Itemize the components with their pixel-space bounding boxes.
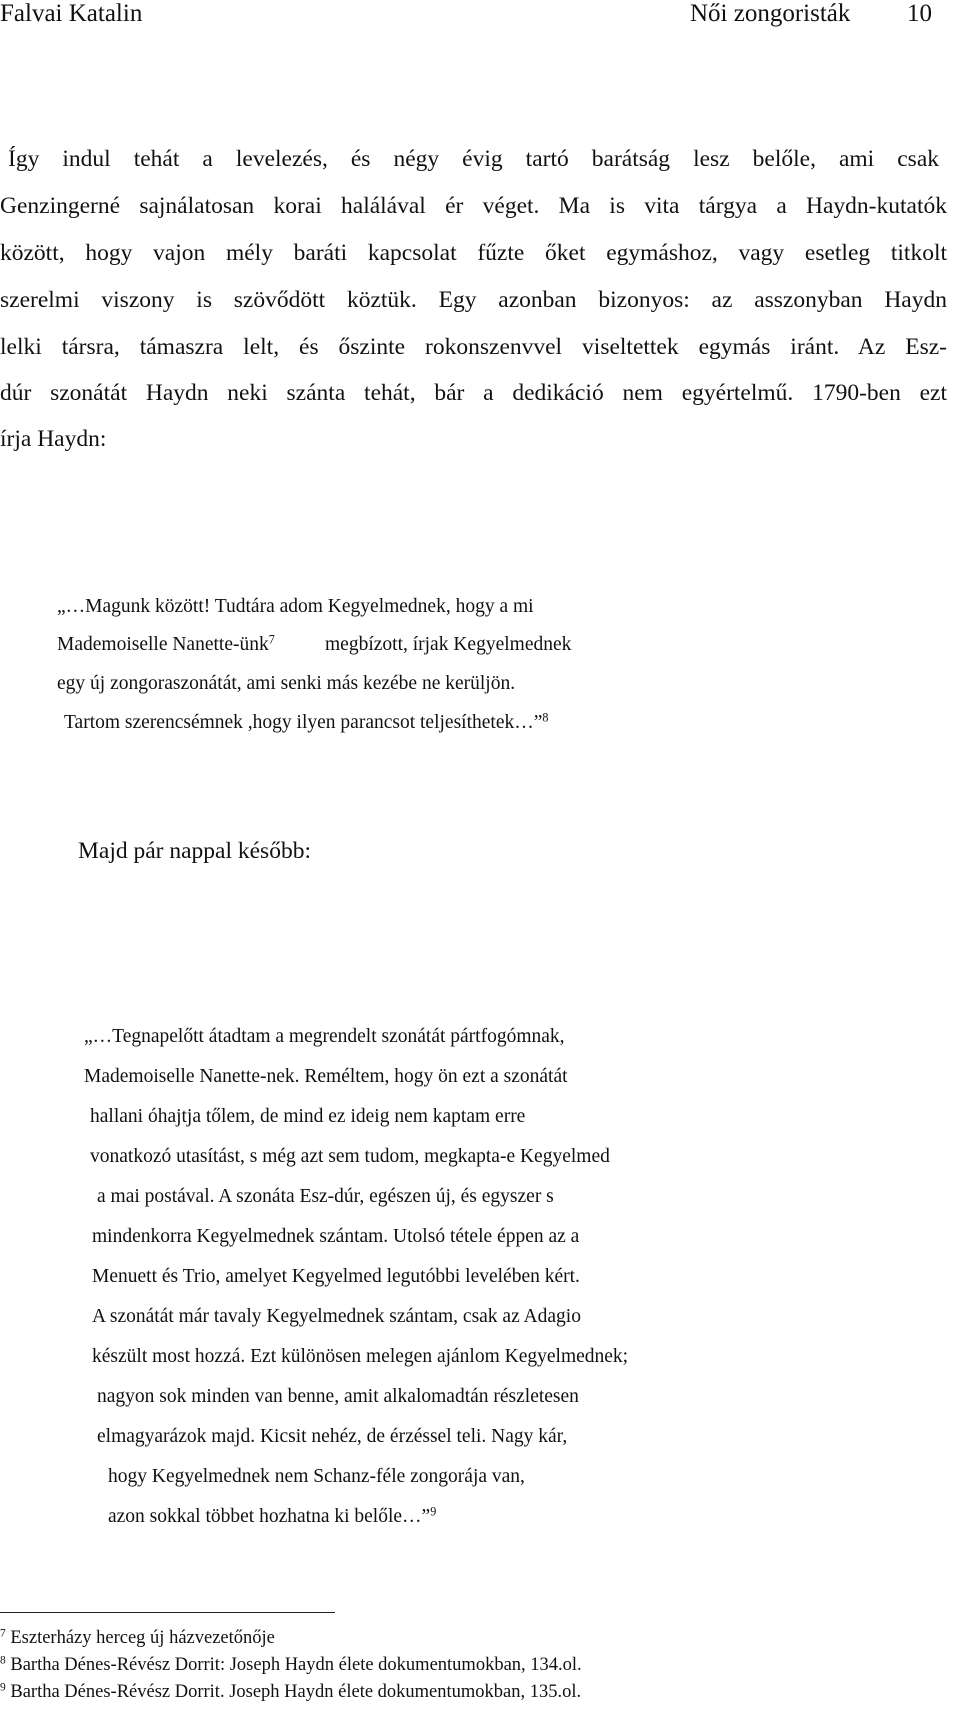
quote-line: „…Tegnapelőtt átadtam a megrendelt szonátát pártfogómnak, (84, 1026, 565, 1047)
quote-line: a mai postával. A szonáta Esz-dúr, egészen új, és egyszer s (97, 1186, 554, 1207)
quote-line: Tartom szerencsémnek ,hogy ilyen parancsot teljesíthetek…”$^8$ (64, 710, 549, 733)
footnote-number: 7 (0, 1627, 6, 1640)
footnote: $^7$ Eszterházy herceg új házvezetőnője (0, 1627, 275, 1648)
footnote-number: 9 (0, 1681, 6, 1694)
quote-line: mindenkorra Kegyelmednek szántam. Utolsó tétele éppen az a (92, 1226, 580, 1247)
page-number: 10 (907, 0, 932, 27)
quote-line: elmagyarázok majd. Kicsit nehéz, de érzéssel teli. Nagy kár, (97, 1426, 568, 1447)
quote-line: hogy Kegyelmednek nem Schanz-féle zongorája van, (108, 1466, 525, 1487)
quote-line: A szonátát már tavaly Kegyelmednek szántam, csak az Adagio (92, 1306, 581, 1327)
body-line: Genzingerné sajnálatosan korai halálával ér véget. Ma is vita tárgya a Haydn-kutatók (0, 193, 947, 219)
body-line: Így indul tehát a levelezés, és négy évig tartó barátság lesz belőle, ami csak (8, 146, 939, 172)
quote-line: Mademoiselle Nanette-ünk$^7$ (57, 632, 275, 655)
quote-line: Mademoiselle Nanette-nek. Reméltem, hogy ön ezt a szonátát (84, 1066, 568, 1087)
header-author: Falvai Katalin (0, 0, 143, 27)
body-line: szerelmi viszony is szövődött köztük. Egy azonban bizonyos: az asszonyban Haydn (0, 287, 947, 313)
quote-line: egy új zongoraszonátát, ami senki más kezébe ne kerüljön. (57, 673, 516, 694)
body-line: között, hogy vajon mély baráti kapcsolat fűzte őket egymáshoz, vagy esetleg titkolt (0, 240, 947, 266)
body-line: lelki társra, támaszra lelt, és őszinte rokonszenvvel viseltettek egymás iránt. Az Esz- (0, 334, 947, 360)
footnote-ref-9: 9 (430, 1504, 437, 1519)
footnote-divider (0, 1612, 335, 1613)
quote-line: vonatkozó utasítást, s még azt sem tudom, megkapta-e Kegyelmed (90, 1146, 610, 1167)
quote-line: azon sokkal többet hozhatna ki belőle…”$^9$ (108, 1504, 437, 1527)
quote-line: megbízott, írjak Kegyelmednek (325, 634, 572, 655)
quote-line: készült most hozzá. Ezt különösen melegen ajánlom Kegyelmednek; (92, 1346, 629, 1367)
footnote: $^9$ Bartha Dénes-Révész Dorrit. Joseph Haydn élete dokumentumokban, 135.ol. (0, 1681, 582, 1702)
footnote-ref-8: 8 (542, 710, 549, 725)
header-title: Női zongoristák (690, 0, 851, 27)
footnote-number: 8 (0, 1654, 6, 1667)
footnote-ref-7: 7 (268, 632, 275, 647)
footnote: $^8$ Bartha Dénes-Révész Dorrit: Joseph Haydn élete dokumentumokban, 134.ol. (0, 1654, 582, 1675)
quote-line: „…Magunk között! Tudtára adom Kegyelmednek, hogy a mi (57, 596, 534, 617)
body-line: dúr szonátát Haydn neki szánta tehát, bár a dedikáció nem egyértelmű. 1790-ben ezt (0, 380, 947, 406)
quote-line: Menuett és Trio, amelyet Kegyelmed legutóbbi levelében kért. (92, 1266, 580, 1287)
quote-line: hallani óhajtja tőlem, de mind ez ideig nem kaptam erre (90, 1106, 526, 1127)
body-line: írja Haydn: (0, 426, 107, 452)
quote-line: nagyon sok minden van benne, amit alkalomadtán részletesen (97, 1386, 579, 1407)
interlude-text: Majd pár nappal később: (78, 838, 311, 864)
